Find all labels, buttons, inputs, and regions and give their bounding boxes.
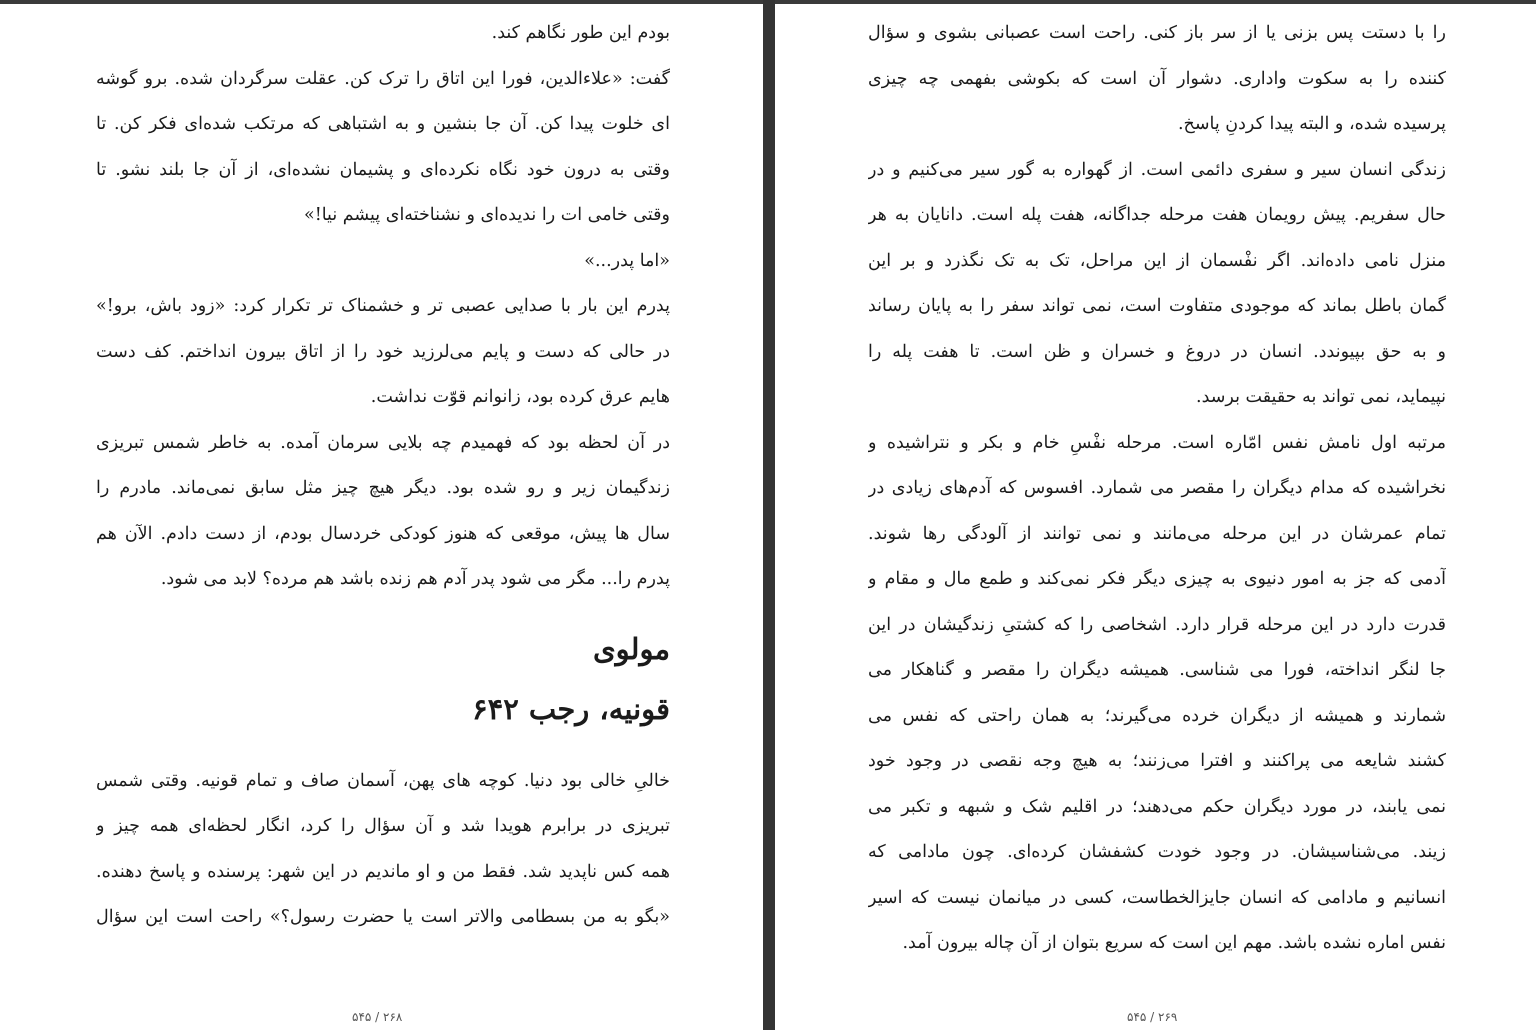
- text-line: پرسیده شده، و البته پیدا کردنِ پاسخ.: [1177, 114, 1446, 134]
- right-page-text: [868, 18, 1446, 974]
- text-line: منزل نامی داده‌اند. اگر نفْسمان از این مراحل، تک به تک نگذرد و بر این: [868, 250, 1446, 271]
- text-line: هایم عرق کرده بود، زانوانم قوّت نداشت.: [370, 387, 670, 407]
- text-line: نپیماید، نمی تواند به حقیقت برسد.: [1196, 387, 1446, 407]
- text-line: نفس اماره نشده باشد. مهم این است که سریع بتوان از آن چاله بیرون آمد.: [902, 933, 1446, 953]
- left-page: [0, 4, 763, 1030]
- right-paragraphs: [868, 18, 1446, 974]
- chapter-subheading: قونیه، رجب ۶۴۲: [472, 691, 670, 726]
- text-line: حال سفریم. پیش رویمان هفت مرحله جداگانه، هفت پله است. دانایان به هر: [868, 205, 1446, 225]
- page-number: ۵۴۵ / ۲۶۸: [352, 1010, 403, 1024]
- text-line: جا لنگر انداخته، فورا می شناسی. همیشه دیگران را مقصر و گناهکار می: [868, 660, 1446, 680]
- chapter-heading: مولوی: [592, 631, 670, 666]
- text-line: همه کس ناپدید شد. فقط من و او ماندیم در این شهر: پرسنده و پاسخ دهنده.: [96, 861, 670, 882]
- text-line: و به حق بپیوندد. انسان در دروغ و خسران و ظن است. تا هفت پله را: [868, 341, 1446, 362]
- text-line: زندگی انسان سیر و سفری دائمی است. از گهواره به گور سیر می‌کنیم و در: [868, 159, 1446, 180]
- text-line: شمارند و همیشه از دیگران خرده می‌گیرند؛ به همان راحتی که نفس می: [868, 705, 1446, 726]
- text-line: در آن لحظه بود که فهمیدم چه بلایی سرمان آمده. به خاطر شمس تبریزی: [96, 432, 670, 453]
- text-line: زندگیمان زیر و رو شده بود. دیگر هیچ چیز مثل سابق نمی‌ماند. مادرم را: [96, 478, 670, 498]
- text-line: تمام عمرشان در این مرحله می‌مانند و نمی توانند از آلودگی رها شوند.: [868, 523, 1446, 544]
- left-paragraphs-bottom: [96, 766, 670, 948]
- text-line: قدرت دارد در این مرحله قرار دارد. اشخاصی را که کشتیِ زندگیشان در این: [868, 614, 1446, 635]
- text-line: مرتبه اول نامش نفس امّاره است. مرحله نفْسِ خام و بکر و نتراشیده و: [868, 432, 1446, 453]
- text-line: را با دستت پس بزنی یا از سر باز کنی. راحت است عصبانی بشوی و سؤال: [868, 23, 1446, 43]
- text-line: آدمی که جز به امور دنیوی به چیزی دیگر فکر نمی‌کند و طمع مال و مقام و: [868, 569, 1446, 589]
- text-line: تبریزی در برابرم هویدا شد و آن سؤال را کرد، انگار لحظه‌ای همه چیز و: [96, 816, 670, 836]
- text-line: ای خلوت پیدا کن. آن جا بنشین و به اشتباهی که مرتکب شده‌ای فکر کن. تا: [96, 114, 670, 134]
- text-line: گمان باطل بماند که موجودی متفاوت است، نمی تواند سفر را به پایان رساند: [868, 296, 1446, 316]
- text-line: وقتی به درون خود نگاه نکرده‌ای و پشیمان نشده‌ای، از آن جا بلند نشو. تا: [96, 159, 670, 180]
- left-paragraphs-top: [96, 18, 670, 610]
- page-gutter: [763, 0, 775, 1030]
- text-line: وقتی خامی ات را ندیده‌ای و نشناخته‌ای پیشم نیا!»: [303, 205, 670, 225]
- text-line: گفت: «علاءالدین، فورا این اتاق را ترک کن. عقلت سرگردان شده. برو گوشه: [96, 68, 670, 89]
- text-line: انسانیم و مادامی که انسان جایزالخطاست، کسی در میانمان نیست که اسیر: [868, 887, 1446, 908]
- text-line: نمی یابند، در مورد دیگران حکم می‌دهند؛ در اقلیم شک و شبهه و تکبر می: [868, 796, 1446, 817]
- text-line: خالیِ خالی بود دنیا. کوچه های پهن، آسمان صاف و تمام قونیه. وقتی شمس: [96, 770, 670, 791]
- text-line: «اما پدر...»: [584, 250, 670, 271]
- left-page-text: [96, 18, 670, 948]
- text-line: سال ها پیش، موقعی که هنوز کودکی خردسال بودم، از دست دادم. الآن هم: [96, 523, 670, 544]
- text-line: پدرم را... مگر می شود پدر آدم هم زنده باشد هم مرده؟ لابد می شود.: [160, 569, 670, 589]
- text-line: زیند. می‌شناسیشان. در وجود خودت کشفشان کرده‌ای. چون مادامی که: [868, 842, 1446, 862]
- text-line: کننده را به سکوت واداری. دشوار آن است که بکوشی بفهمی چه چیزی: [868, 68, 1446, 89]
- page-number: ۵۴۵ / ۲۶۹: [1127, 1010, 1178, 1024]
- right-page: [775, 4, 1536, 1030]
- text-line: کشند شایعه می پراکنند و افترا می‌زنند؛ به هیچ وجه نقصی در وجود خود: [868, 751, 1446, 771]
- text-line: در حالی که دست و پایم می‌لرزید خود را از اتاق بیرون انداختم. کف دست: [96, 341, 670, 362]
- text-line: پدرم این بار با صدایی عصبی تر و خشمناک تر تکرار کرد: «زود باش، برو!»: [96, 296, 670, 316]
- text-line: بودم این طور نگاهم کند.: [491, 23, 670, 43]
- text-line: نخراشیده که مدام دیگران را مقصر می شمارد. افسوس که آدم‌های زیادی در: [868, 478, 1446, 498]
- text-line: «بگو به من بسطامی والاتر است یا حضرت رسول؟» راحت است این سؤال: [96, 907, 670, 927]
